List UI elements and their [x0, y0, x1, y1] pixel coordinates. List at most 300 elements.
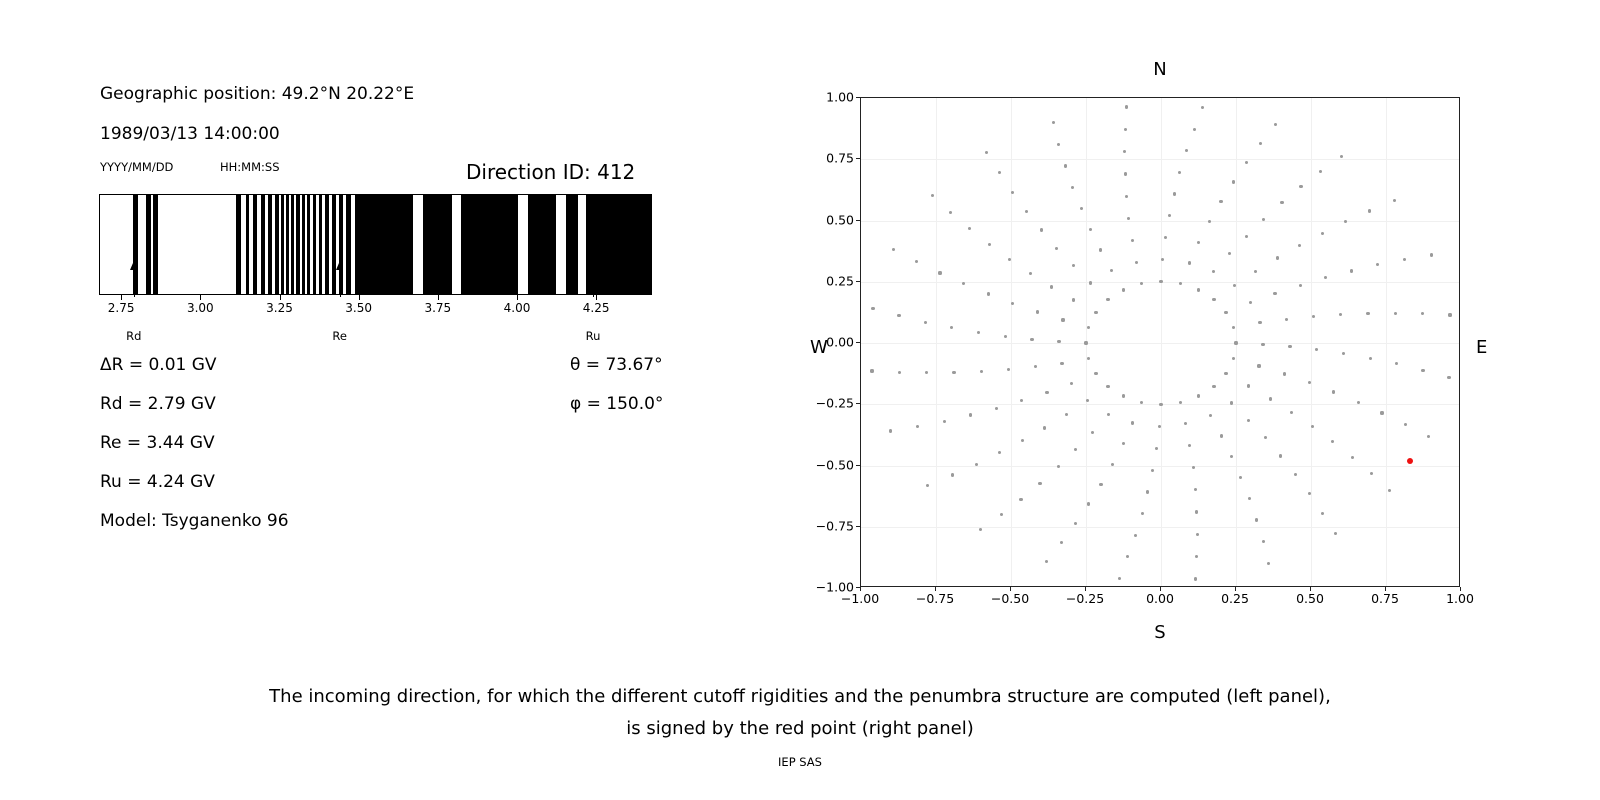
direction-point	[1388, 489, 1391, 492]
direction-point	[1370, 472, 1373, 475]
direction-point	[1321, 232, 1324, 235]
direction-point	[951, 473, 954, 476]
direction-point	[1135, 261, 1138, 264]
direction-point	[1057, 465, 1060, 468]
axis-tick	[438, 295, 439, 300]
direction-point	[1124, 128, 1127, 131]
direction-point	[1288, 345, 1291, 348]
direction-point	[1245, 161, 1248, 164]
axis-tick	[121, 295, 122, 300]
direction-point	[1312, 315, 1315, 318]
penumbra-band	[281, 195, 284, 294]
penumbra-band	[261, 195, 265, 294]
direction-point	[1254, 270, 1257, 273]
direction-point	[931, 194, 934, 197]
direction-point	[1249, 301, 1252, 304]
y-tick-mark	[856, 587, 860, 588]
direction-point	[943, 420, 946, 423]
direction-point	[1036, 310, 1039, 313]
x-tick-label: 1.00	[1446, 591, 1474, 606]
direction-point	[1118, 577, 1121, 580]
y-tick-mark	[856, 97, 860, 98]
direction-point	[969, 413, 972, 416]
direction-point	[1125, 105, 1128, 108]
direction-point	[1276, 256, 1279, 259]
gridline-horizontal	[861, 221, 1459, 222]
direction-point	[1247, 384, 1250, 387]
direction-point	[1061, 318, 1064, 321]
penumbra-bar-chart	[99, 194, 652, 295]
penumbra-band	[423, 195, 452, 294]
x-tick-label: 0.50	[1296, 591, 1324, 606]
ru-value: Ru = 4.24 GV	[100, 472, 215, 492]
direction-point	[1091, 431, 1094, 434]
direction-point	[1340, 155, 1343, 158]
direction-point	[1197, 394, 1200, 397]
direction-point	[1403, 258, 1406, 261]
direction-point	[1395, 362, 1398, 365]
left-panel	[0, 0, 760, 660]
direction-point	[1025, 210, 1028, 213]
direction-point	[1004, 335, 1007, 338]
x-tick-label: −1.00	[840, 591, 880, 606]
y-tick-mark	[856, 403, 860, 404]
direction-point	[1224, 311, 1227, 314]
direction-point	[1089, 281, 1092, 284]
direction-point	[1126, 555, 1129, 558]
direction-point	[1267, 562, 1270, 565]
y-tick-mark	[856, 281, 860, 282]
direction-point	[1259, 142, 1262, 145]
direction-point	[1131, 421, 1134, 424]
direction-point	[897, 314, 900, 317]
direction-point	[1040, 228, 1043, 231]
axis-tick-label: 4.25	[582, 301, 610, 315]
direction-point	[1106, 385, 1109, 388]
direction-point	[1351, 456, 1354, 459]
gridline-vertical	[1311, 98, 1312, 586]
penumbra-band	[302, 195, 305, 294]
direction-point	[1285, 318, 1288, 321]
direction-point	[1195, 555, 1198, 558]
direction-point	[898, 371, 901, 374]
re-value: Re = 3.44 GV	[100, 433, 215, 453]
direction-point	[1072, 264, 1075, 267]
y-tick-label: −0.75	[815, 518, 854, 534]
direction-point	[1178, 171, 1181, 174]
penumbra-band	[307, 195, 310, 294]
direction-point	[1212, 298, 1215, 301]
y-tick-mark	[856, 220, 860, 221]
direction-point	[1232, 180, 1235, 183]
direction-point	[1122, 442, 1125, 445]
compass-west-label: W	[810, 337, 828, 358]
direction-point	[1368, 209, 1371, 212]
y-tick-label: −0.50	[815, 457, 854, 472]
gridline-vertical	[1161, 98, 1162, 586]
direction-point	[1164, 236, 1167, 239]
direction-point	[1155, 447, 1158, 450]
penumbra-band	[319, 195, 323, 294]
axis-tick-label: 4.00	[503, 301, 531, 315]
direction-point	[962, 282, 965, 285]
y-tick-label: 1.00	[826, 89, 854, 105]
direction-point	[1319, 170, 1322, 173]
penumbra-axis	[99, 295, 652, 355]
direction-point	[1232, 326, 1235, 329]
direction-point	[1239, 476, 1242, 479]
direction-point	[1332, 390, 1335, 393]
direction-point	[1034, 365, 1037, 368]
direction-point	[1159, 280, 1162, 283]
direction-point	[1087, 326, 1090, 329]
marker-label: Re	[332, 329, 347, 343]
direction-point	[1228, 252, 1231, 255]
direction-point	[1366, 312, 1369, 315]
direction-point	[995, 407, 998, 410]
gridline-vertical	[1011, 98, 1012, 586]
direction-point	[968, 227, 971, 230]
delta-r-value: ΔR = 0.01 GV	[100, 355, 217, 375]
direction-point	[1141, 512, 1144, 515]
direction-point	[998, 171, 1001, 174]
direction-point	[1057, 143, 1060, 146]
axis-tick-label: 3.25	[266, 301, 293, 315]
compass-east-label: E	[1476, 337, 1488, 358]
direction-point	[1447, 376, 1450, 379]
direction-point	[949, 211, 952, 214]
direction-point	[1308, 381, 1311, 384]
direction-point	[1140, 282, 1143, 285]
direction-point	[1168, 214, 1171, 217]
direction-point	[1146, 490, 1149, 493]
direction-point	[1158, 425, 1161, 428]
penumbra-band	[528, 195, 557, 294]
direction-point	[1274, 123, 1277, 126]
penumbra-band	[461, 195, 518, 294]
gridline-horizontal	[861, 466, 1459, 467]
gridline-vertical	[936, 98, 937, 586]
direction-point	[952, 371, 955, 374]
direction-point	[1194, 577, 1197, 580]
direction-point	[1279, 454, 1282, 457]
direction-point	[979, 528, 982, 531]
direction-point	[1344, 220, 1347, 223]
direction-point	[1125, 195, 1128, 198]
direction-point	[1194, 488, 1197, 491]
direction-point	[1188, 261, 1191, 264]
direction-point	[1421, 312, 1424, 315]
direction-point	[915, 260, 918, 263]
direction-point	[977, 331, 980, 334]
marker-arrow-icon	[336, 263, 342, 270]
direction-point	[1064, 164, 1067, 167]
direction-point	[1185, 149, 1188, 152]
direction-point	[1045, 560, 1048, 563]
direction-point	[925, 371, 928, 374]
direction-point	[1084, 341, 1087, 344]
scatter-plot-area	[860, 97, 1460, 587]
direction-point	[1230, 455, 1233, 458]
direction-point	[1197, 241, 1200, 244]
gridline-horizontal	[861, 159, 1459, 160]
penumbra-band	[586, 195, 651, 294]
direction-point	[1208, 220, 1211, 223]
y-tick-label: 0.75	[826, 150, 854, 166]
direction-point	[1334, 532, 1337, 535]
direction-point	[1055, 247, 1058, 250]
direction-point	[1331, 440, 1334, 443]
direction-point	[1280, 201, 1283, 204]
direction-point	[1448, 313, 1451, 316]
y-tick-label: −0.25	[815, 395, 854, 411]
axis-tick-label: 2.75	[107, 301, 135, 315]
penumbra-band	[286, 195, 289, 294]
axis-tick	[517, 295, 518, 300]
direction-point	[1261, 343, 1264, 346]
direction-point	[1234, 341, 1237, 344]
penumbra-band	[146, 195, 150, 294]
direction-point	[1087, 502, 1090, 505]
penumbra-band	[246, 195, 250, 294]
direction-point	[1233, 284, 1236, 287]
datetime-label: 1989/03/13 14:00:00	[100, 124, 280, 144]
direction-point	[1089, 228, 1092, 231]
direction-point	[975, 463, 978, 466]
date-format-hint: YYYY/MM/DD	[100, 160, 174, 174]
direction-point	[1110, 269, 1113, 272]
direction-point	[1072, 298, 1075, 301]
axis-tick-label: 3.75	[424, 301, 452, 315]
penumbra-band	[253, 195, 257, 294]
direction-point	[1193, 128, 1196, 131]
direction-point	[1255, 518, 1258, 521]
direction-point	[1369, 357, 1372, 360]
direction-point	[1224, 372, 1227, 375]
penumbra-band	[332, 195, 336, 294]
direction-point	[1350, 269, 1353, 272]
direction-point	[1074, 448, 1077, 451]
direction-point	[1074, 522, 1077, 525]
direction-point	[1060, 362, 1063, 365]
direction-point	[1404, 423, 1407, 426]
time-format-hint: HH:MM:SS	[220, 160, 280, 174]
direction-point	[1050, 285, 1053, 288]
direction-point	[1197, 288, 1200, 291]
direction-point	[1209, 414, 1212, 417]
direction-point	[1311, 425, 1314, 428]
direction-point	[1007, 368, 1010, 371]
geographic-position: Geographic position: 49.2°N 20.22°E	[100, 84, 415, 104]
direction-point	[1122, 394, 1125, 397]
penumbra-band	[291, 195, 294, 294]
marker-arrow-icon	[130, 263, 136, 270]
direction-point	[938, 271, 941, 274]
penumbra-band	[355, 195, 414, 294]
axis-tick	[359, 295, 360, 300]
direction-point	[1245, 235, 1248, 238]
axis-tick	[596, 295, 597, 300]
direction-point	[1080, 207, 1083, 210]
direction-point	[1376, 263, 1379, 266]
y-tick-mark	[856, 526, 860, 527]
penumbra-band	[566, 195, 579, 294]
direction-point	[926, 484, 929, 487]
y-tick-mark	[856, 158, 860, 159]
direction-point	[889, 429, 892, 432]
direction-point	[1107, 413, 1110, 416]
direction-point	[1106, 298, 1109, 301]
direction-point	[1273, 292, 1276, 295]
direction-point	[1131, 239, 1134, 242]
direction-point	[1283, 372, 1286, 375]
direction-point	[1257, 364, 1260, 367]
phi-value: φ = 150.0°	[570, 394, 664, 414]
direction-point	[1011, 302, 1014, 305]
direction-point	[1232, 357, 1235, 360]
theta-value: θ = 73.67°	[570, 355, 663, 375]
y-tick-label: 0.50	[826, 212, 854, 227]
direction-point	[1294, 473, 1297, 476]
direction-point	[1269, 397, 1272, 400]
direction-point	[1070, 382, 1073, 385]
direction-point	[1043, 426, 1046, 429]
direction-point	[1201, 106, 1204, 109]
caption-line-2: is signed by the red point (right panel)	[626, 718, 974, 739]
gridline-horizontal	[861, 343, 1459, 344]
direction-point	[1111, 463, 1114, 466]
penumbra-band	[296, 195, 300, 294]
axis-tick	[200, 295, 201, 300]
direction-point	[1195, 510, 1198, 513]
penumbra-band	[268, 195, 271, 294]
direction-point	[916, 425, 919, 428]
direction-point	[1357, 401, 1360, 404]
marker-label: Rd	[126, 329, 142, 343]
direction-point	[1262, 540, 1265, 543]
direction-point	[1421, 369, 1424, 372]
direction-point	[985, 151, 988, 154]
footer-label: IEP SAS	[778, 755, 822, 769]
compass-south-label: S	[1154, 622, 1166, 643]
direction-point	[1248, 497, 1251, 500]
direction-point	[1094, 311, 1097, 314]
y-tick-label: −1.00	[815, 579, 854, 595]
direction-point	[1127, 217, 1130, 220]
direction-point	[1393, 199, 1396, 202]
marker-arrow-icon	[590, 263, 596, 270]
direction-point	[1324, 276, 1327, 279]
direction-point	[1179, 401, 1182, 404]
direction-point	[1196, 533, 1199, 536]
direction-point	[987, 292, 990, 295]
penumbra-band	[275, 195, 279, 294]
direction-point	[1099, 483, 1102, 486]
direction-point	[1159, 403, 1162, 406]
direction-point	[1184, 422, 1187, 425]
direction-point	[1192, 466, 1195, 469]
gridline-vertical	[1386, 98, 1387, 586]
direction-point	[1045, 391, 1048, 394]
direction-point	[1342, 352, 1345, 355]
direction-point	[1000, 513, 1003, 516]
direction-point	[1134, 534, 1137, 537]
penumbra-band	[153, 195, 157, 294]
y-tick-label: 0.00	[826, 334, 854, 350]
direction-point	[1161, 258, 1164, 261]
axis-tick-label: 3.00	[186, 301, 214, 315]
direction-point	[1008, 258, 1011, 261]
direction-point	[1339, 313, 1342, 316]
direction-point	[1140, 401, 1143, 404]
model-value: Model: Tsyganenko 96	[100, 511, 289, 531]
direction-point	[1258, 321, 1261, 324]
direction-point	[1247, 419, 1250, 422]
penumbra-band	[313, 195, 316, 294]
y-tick-mark	[856, 342, 860, 343]
selected-direction-point[interactable]	[1407, 458, 1413, 464]
direction-point	[1124, 172, 1127, 175]
penumbra-band	[236, 195, 240, 294]
direction-point	[1011, 191, 1014, 194]
direction-point	[1021, 439, 1024, 442]
direction-point	[1430, 253, 1433, 256]
direction-point	[1179, 282, 1182, 285]
axis-tick-label: 3.50	[345, 301, 373, 315]
x-tick-label: −0.75	[915, 591, 955, 606]
direction-point	[988, 243, 991, 246]
direction-point	[1264, 436, 1267, 439]
direction-point	[1298, 244, 1301, 247]
x-tick-label: 0.00	[1146, 591, 1174, 606]
direction-point	[998, 451, 1001, 454]
direction-point	[871, 307, 874, 310]
gridline-horizontal	[861, 527, 1459, 528]
direction-point	[1019, 498, 1022, 501]
direction-point	[1029, 272, 1032, 275]
caption-line-1: The incoming direction, for which the different cutoff rigidities and the penumbra structure are computed (left panel),	[269, 686, 1331, 707]
direction-point	[1099, 248, 1102, 251]
direction-point	[1038, 482, 1041, 485]
penumbra-band	[346, 195, 351, 294]
direction-point	[1071, 186, 1074, 189]
direction-point	[1087, 357, 1090, 360]
axis-tick	[280, 295, 281, 300]
direction-point	[1060, 541, 1063, 544]
direction-point	[1123, 150, 1126, 153]
direction-id-label: Direction ID: 412	[466, 160, 636, 184]
direction-point	[1220, 434, 1223, 437]
direction-point	[1394, 312, 1397, 315]
direction-point	[1315, 348, 1318, 351]
direction-point	[1030, 338, 1033, 341]
direction-point	[1122, 288, 1125, 291]
direction-point	[870, 369, 873, 372]
marker-label: Ru	[585, 329, 601, 343]
x-tick-label: 0.25	[1221, 591, 1249, 606]
direction-point	[1173, 192, 1176, 195]
direction-point	[1321, 512, 1324, 515]
direction-point	[892, 248, 895, 251]
x-tick-label: −0.25	[1065, 591, 1105, 606]
direction-point	[1427, 435, 1430, 438]
direction-scatter-panel	[810, 59, 1488, 643]
direction-point	[1052, 121, 1055, 124]
direction-point	[1380, 411, 1383, 414]
x-tick-label: 0.75	[1371, 591, 1399, 606]
direction-point	[1212, 270, 1215, 273]
direction-point	[1151, 469, 1154, 472]
